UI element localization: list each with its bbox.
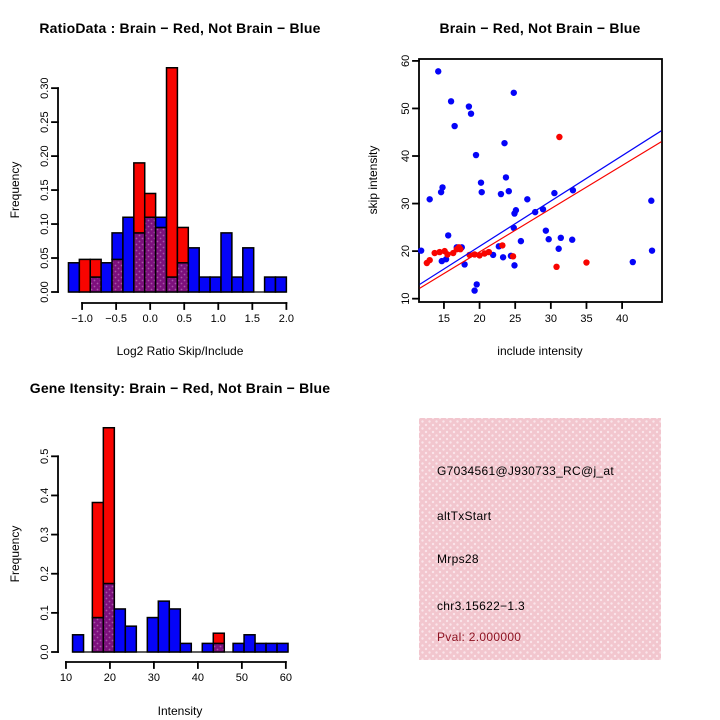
y-tick-label: 40 bbox=[400, 149, 412, 163]
hist-bar-blue bbox=[275, 277, 286, 292]
hist-bar-blue bbox=[180, 643, 191, 652]
y-tick-label: 0.25 bbox=[38, 111, 51, 133]
y-tick-label: 0.0 bbox=[39, 644, 51, 660]
intensity-scatter-chart bbox=[360, 0, 720, 360]
gene-intensity-histogram-panel bbox=[0, 360, 360, 720]
info-line: chr3.15622−1.3 bbox=[437, 599, 525, 613]
scatter-point-blue bbox=[506, 188, 512, 194]
scatter-point-blue bbox=[503, 174, 509, 180]
hist-bar-blue bbox=[73, 635, 84, 652]
y-tick-label: 10 bbox=[400, 292, 412, 305]
scatter-point-blue bbox=[474, 281, 480, 287]
scatter-point-blue bbox=[501, 140, 507, 146]
y-tick-label: 20 bbox=[400, 244, 412, 258]
scatter-point-blue bbox=[445, 232, 451, 238]
hist-bar-blue bbox=[156, 217, 167, 227]
plot-box bbox=[419, 59, 662, 302]
y-tick-label: 0.20 bbox=[39, 145, 51, 167]
hist-bar-blue bbox=[210, 277, 221, 292]
x-tick-label: 30 bbox=[544, 313, 557, 325]
hist-bar-blue bbox=[265, 277, 276, 292]
hist-bar-overlap bbox=[112, 259, 123, 292]
y-tick-label: 0.00 bbox=[39, 281, 51, 303]
x-tick-label: 40 bbox=[615, 313, 629, 325]
x-tick-label: 1.0 bbox=[210, 313, 226, 325]
scatter-point-blue bbox=[435, 68, 441, 74]
hist-bar-overlap bbox=[213, 643, 224, 652]
hist-bar-blue bbox=[147, 618, 158, 652]
panel-title: Gene Itensity: Brain − Red, Not Brain − Blue bbox=[29, 380, 331, 396]
scatter-point-blue bbox=[473, 152, 479, 158]
y-axis-label: Frequency bbox=[8, 161, 22, 219]
hist-bar-blue bbox=[101, 263, 112, 292]
hist-bar-blue bbox=[277, 643, 288, 652]
x-tick-label: −1.0 bbox=[71, 313, 93, 325]
scatter-point-blue bbox=[448, 98, 454, 104]
hist-bar-overlap bbox=[167, 277, 178, 292]
scatter-point-blue bbox=[511, 262, 517, 268]
hist-bar-overlap bbox=[156, 227, 167, 292]
x-tick-label: 20 bbox=[473, 313, 486, 325]
scatter-point-blue bbox=[513, 207, 519, 213]
info-line: Mrps28 bbox=[437, 552, 479, 566]
scatter-point-blue bbox=[426, 196, 432, 202]
x-tick-label: 25 bbox=[509, 313, 522, 325]
scatter-point-red bbox=[426, 257, 432, 263]
x-tick-label: 10 bbox=[59, 672, 73, 684]
x-tick-label: 2.0 bbox=[278, 313, 295, 325]
x-axis-label: Log2 Ratio Skip/Include bbox=[116, 344, 244, 358]
info-line: altTxStart bbox=[437, 509, 492, 523]
x-tick-label: 15 bbox=[437, 313, 451, 325]
ratio-histogram-chart bbox=[0, 0, 360, 360]
x-tick-label: 0.0 bbox=[142, 313, 158, 325]
scatter-point-blue bbox=[524, 196, 530, 202]
info-box bbox=[419, 418, 661, 660]
hist-bar-blue bbox=[266, 643, 277, 652]
hist-bar-blue bbox=[169, 609, 180, 652]
scatter-point-blue bbox=[511, 90, 517, 96]
x-tick-label: 60 bbox=[279, 672, 292, 684]
x-tick-label: 20 bbox=[103, 672, 117, 684]
y-tick-label: 60 bbox=[400, 54, 412, 68]
y-axis-label: skip intensity bbox=[366, 145, 380, 215]
y-tick-label: 0.2 bbox=[39, 566, 51, 582]
x-tick-label: −0.5 bbox=[105, 313, 127, 325]
info-line: G7034561@J930733_RC@j_at bbox=[437, 464, 615, 478]
hist-bar-blue bbox=[255, 643, 266, 652]
hist-bar-red bbox=[134, 163, 145, 233]
ratio-histogram-panel bbox=[0, 0, 360, 360]
hist-bar-blue bbox=[244, 635, 255, 652]
hist-bar-red bbox=[92, 502, 103, 617]
scatter-point-blue bbox=[545, 236, 551, 242]
gene-intensity-histogram-chart bbox=[0, 360, 360, 720]
scatter-point-red bbox=[583, 259, 589, 265]
hist-bar-red bbox=[145, 193, 156, 217]
annotation-panel bbox=[360, 360, 720, 720]
y-tick-label: 30 bbox=[400, 197, 412, 210]
hist-bar-blue bbox=[243, 248, 254, 292]
hist-bar-overlap bbox=[90, 277, 101, 292]
scatter-panel bbox=[360, 0, 720, 360]
x-tick-label: 35 bbox=[580, 313, 593, 325]
y-axis-label: Frequency bbox=[8, 525, 22, 583]
x-axis-label: Intensity bbox=[157, 704, 203, 718]
y-tick-label: 0.4 bbox=[39, 487, 51, 504]
panel-title: Brain − Red, Not Brain − Blue bbox=[439, 20, 641, 36]
y-tick-label: 0.10 bbox=[38, 213, 51, 235]
panel-title: RatioData : Brain − Red, Not Brain − Blue bbox=[39, 20, 321, 36]
scatter-point-blue bbox=[471, 287, 477, 293]
fit-line-red bbox=[420, 142, 662, 288]
x-tick-label: 30 bbox=[147, 672, 161, 684]
scatter-point-blue bbox=[649, 247, 655, 253]
x-axis-label: include intensity bbox=[497, 344, 583, 358]
scatter-point-blue bbox=[498, 191, 504, 197]
hist-bar-blue bbox=[188, 248, 199, 292]
scatter-point-red bbox=[510, 253, 516, 259]
scatter-point-blue bbox=[555, 246, 561, 252]
scatter-point-red bbox=[457, 246, 463, 252]
x-tick-label: 0.5 bbox=[176, 313, 192, 325]
scatter-point-red bbox=[444, 251, 450, 257]
x-tick-label: 1.5 bbox=[244, 313, 260, 325]
scatter-point-blue bbox=[558, 235, 564, 241]
y-tick-label: 0.1 bbox=[39, 605, 51, 621]
hist-bar-blue bbox=[125, 626, 136, 652]
y-tick-label: 0.3 bbox=[39, 526, 51, 543]
scatter-point-blue bbox=[478, 179, 484, 185]
hist-bar-blue bbox=[221, 233, 232, 292]
hist-bar-blue bbox=[232, 277, 243, 292]
scatter-point-blue bbox=[439, 184, 445, 190]
hist-bar-overlap bbox=[145, 217, 156, 292]
scatter-point-blue bbox=[418, 247, 424, 253]
scatter-point-red bbox=[499, 242, 505, 248]
scatter-point-red bbox=[556, 134, 562, 140]
hist-bar-red bbox=[79, 259, 90, 292]
scatter-point-blue bbox=[451, 123, 457, 129]
scatter-point-red bbox=[486, 249, 492, 255]
scatter-point-blue bbox=[518, 238, 524, 244]
x-tick-label: 40 bbox=[191, 672, 205, 684]
hist-bar-overlap bbox=[177, 263, 188, 292]
x-tick-label: 50 bbox=[235, 672, 248, 684]
pval-text: Pval: 2.000000 bbox=[437, 630, 522, 644]
hist-bar-blue bbox=[233, 643, 244, 652]
scatter-point-blue bbox=[648, 198, 654, 204]
hist-bar-blue bbox=[158, 601, 169, 652]
hist-bar-overlap bbox=[134, 233, 145, 292]
scatter-point-blue bbox=[479, 189, 485, 195]
hist-bar-blue bbox=[112, 233, 123, 260]
scatter-point-red bbox=[553, 264, 559, 270]
hist-bar-blue bbox=[202, 643, 213, 652]
fit-line-blue bbox=[420, 131, 662, 285]
hist-bar-red bbox=[103, 428, 114, 584]
hist-bar-red bbox=[167, 68, 178, 277]
y-tick-label: 0.15 bbox=[39, 179, 51, 201]
scatter-point-blue bbox=[630, 259, 636, 265]
hist-bar-overlap bbox=[103, 584, 114, 652]
scatter-point-blue bbox=[551, 190, 557, 196]
hist-bar-red bbox=[177, 227, 188, 262]
hist-bar-red bbox=[90, 259, 101, 277]
hist-bar-blue bbox=[114, 609, 125, 652]
scatter-point-blue bbox=[569, 237, 575, 243]
y-tick-label: 0.5 bbox=[39, 448, 51, 464]
hist-bar-blue bbox=[199, 277, 210, 292]
y-tick-label: 0.05 bbox=[39, 247, 51, 269]
y-tick-label: 0.30 bbox=[39, 77, 51, 99]
scatter-point-blue bbox=[466, 103, 472, 109]
scatter-point-blue bbox=[468, 110, 474, 116]
hist-bar-overlap bbox=[92, 618, 103, 652]
scatter-point-blue bbox=[543, 227, 549, 233]
hist-bar-blue bbox=[123, 217, 134, 292]
scatter-point-blue bbox=[500, 254, 506, 260]
hist-bar-blue bbox=[68, 263, 79, 292]
hist-bar-red bbox=[213, 633, 224, 643]
y-tick-label: 50 bbox=[400, 102, 412, 115]
